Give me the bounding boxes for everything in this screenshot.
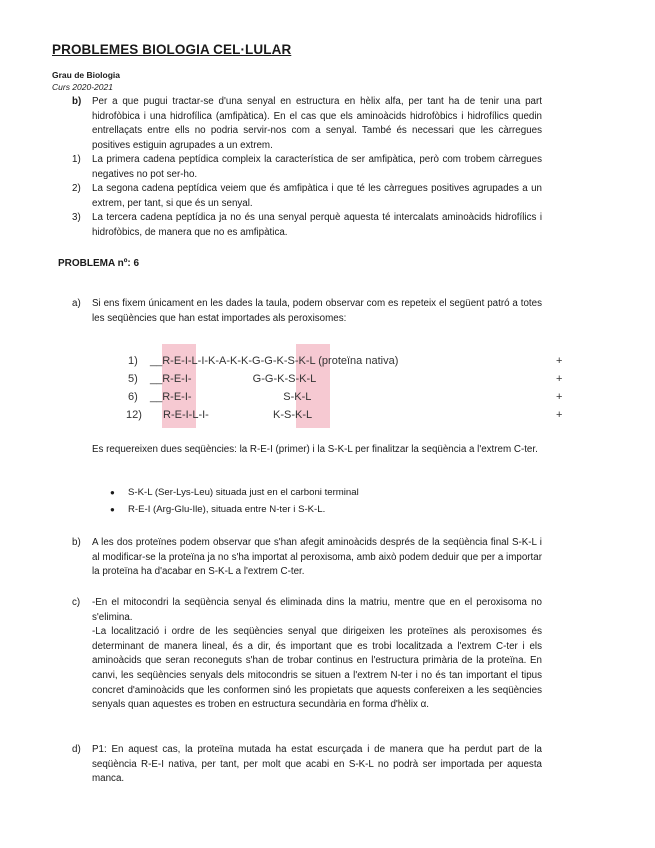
part-b-text: A les dos proteïnes podem observar que s'han afegit aminoàcids després de la seqüència final S-K-L i al modificar-se la proteïna ja no s'ha importat al peroxisoma, amb això podem deduir que per a importar la proteïna ha d'acabar en S-K-L a l'extrem C-ter. bbox=[92, 537, 542, 578]
part-d-label: d) bbox=[72, 744, 81, 755]
list-item-2 bbox=[72, 182, 542, 211]
degree-label: Grau de Biologia bbox=[52, 70, 121, 80]
seq-num-6: 6) bbox=[128, 391, 138, 403]
seq-num-12: 12) bbox=[126, 409, 142, 421]
bullet-text: S-K-L (Ser-Lys-Leu) situada just en el carboni terminal bbox=[128, 487, 359, 498]
part-a-label: a) bbox=[72, 298, 81, 309]
part-c bbox=[72, 596, 542, 713]
problem-heading: PROBLEMA nº: 6 bbox=[58, 258, 140, 269]
item-label: 1) bbox=[72, 154, 81, 165]
part-c-text-1: -En el mitocondri la seqüència senyal és eliminada dins la matriu, mentre que en el peroxisoma no s'elimina. bbox=[92, 597, 542, 623]
seq-num-5: 5) bbox=[128, 373, 138, 385]
part-a bbox=[72, 297, 542, 326]
course-label: Curs 2020-2021 bbox=[52, 82, 113, 92]
item-label: b) bbox=[72, 96, 82, 107]
part-d-text: P1: En aquest cas, la proteïna mutada ha estat escurçada i de manera que ha perdut part de la seqüència R-E-I nativa, per tant, per molt que acabi en S-K-L no podrà ser importada per aquesta manca. bbox=[92, 744, 542, 785]
seq-num-1: 1) bbox=[128, 355, 138, 367]
part-a-intro: Si ens fixem únicament en les dades la taula, podem observar com es repeteix el següent patró a totes les seqüències que han estat importades als peroxisomes: bbox=[92, 298, 542, 324]
bullet-item-skl bbox=[110, 486, 359, 500]
bullet-item-rei bbox=[110, 503, 325, 517]
list-item-1 bbox=[72, 153, 542, 182]
part-d bbox=[72, 743, 542, 787]
part-c-label: c) bbox=[72, 597, 81, 608]
seq-result-6: + bbox=[556, 391, 563, 403]
item-text: Per a que pugui tractar-se d'una senyal en estructura en hèlix alfa, per tant ha de tenir una part hidrofòbica i una hidrofílica (amfipàtica). En el cas que els aminoàcids hidrofòbics i hidrofílics quedin entrellaçats entre ells no podria servir-nos com a senyal. També és necessari que les càrregues positives estiguin agrupades a un extrem. bbox=[92, 96, 542, 151]
seq-text-5: __R-E-I- G-G-K-S-K-L bbox=[150, 373, 317, 385]
item-label: 2) bbox=[72, 183, 81, 194]
part-b-label: b) bbox=[72, 537, 81, 548]
item-text: La tercera cadena peptídica ja no és una senyal perquè aquesta té intercalats aminoàcids hidrofílics i hidrofòbics, de manera que no es amfipàtica. bbox=[92, 212, 542, 238]
part-b bbox=[72, 536, 542, 580]
part-c-text-2: -La localització i ordre de les seqüències senyal que dirigeixen les proteïnes als peroxisomes és determinant de manera lineal, és a dir, és important que es trobi localitzada a l'extrem C-ter i els aminoàcids que seran reconeguts s'han de trobar continus en l'estructura primària de la proteïna. En canvi, les seqüències senyals dels mitocondris se situen a l'extrem N-ter i no és tan important el tipus concret d'aminoàcids que les conformen sinó les propietats que aquests confereixen a les seqüències senyals quan aquestes es troben en estructura secundària en forma d'hèlix α. bbox=[92, 626, 542, 711]
seq-result-12: + bbox=[556, 409, 563, 421]
bullet-dot-icon: ● bbox=[110, 505, 115, 514]
requirement-text: Es requereixen dues seqüències: la R-E-I (primer) i la S-K-L per finalitzar la seqüència a l'extrem C-ter. bbox=[92, 444, 538, 455]
seq-result-5: + bbox=[556, 373, 563, 385]
seq-result-1: + bbox=[556, 355, 563, 367]
seq-text-6: __R-E-I- S-K-L bbox=[150, 391, 312, 403]
seq-text-12: R-E-I-L-I- K-S-K-L bbox=[163, 409, 313, 421]
item-label: 3) bbox=[72, 212, 81, 223]
list-item-b bbox=[72, 95, 542, 153]
list-item-3 bbox=[72, 211, 542, 240]
item-text: La primera cadena peptídica compleix la característica de ser amfipàtica, però com trobem càrregues negatives no pot ser-ho. bbox=[92, 154, 542, 180]
page-title: PROBLEMES BIOLOGIA CEL·LULAR bbox=[52, 42, 292, 57]
bullet-dot-icon: ● bbox=[110, 488, 115, 497]
bullet-text: R-E-I (Arg-Glu-Ile), situada entre N-ter i S-K-L. bbox=[128, 504, 326, 515]
seq-text-1: __R-E-I-L-I-K-A-K-K-G-G-K-S-K-L (proteïna nativa) bbox=[150, 355, 399, 367]
item-text: La segona cadena peptídica veiem que és amfipàtica i que té les càrregues positives agrupades a un extrem, per tant, si que és un senyal. bbox=[92, 183, 542, 209]
